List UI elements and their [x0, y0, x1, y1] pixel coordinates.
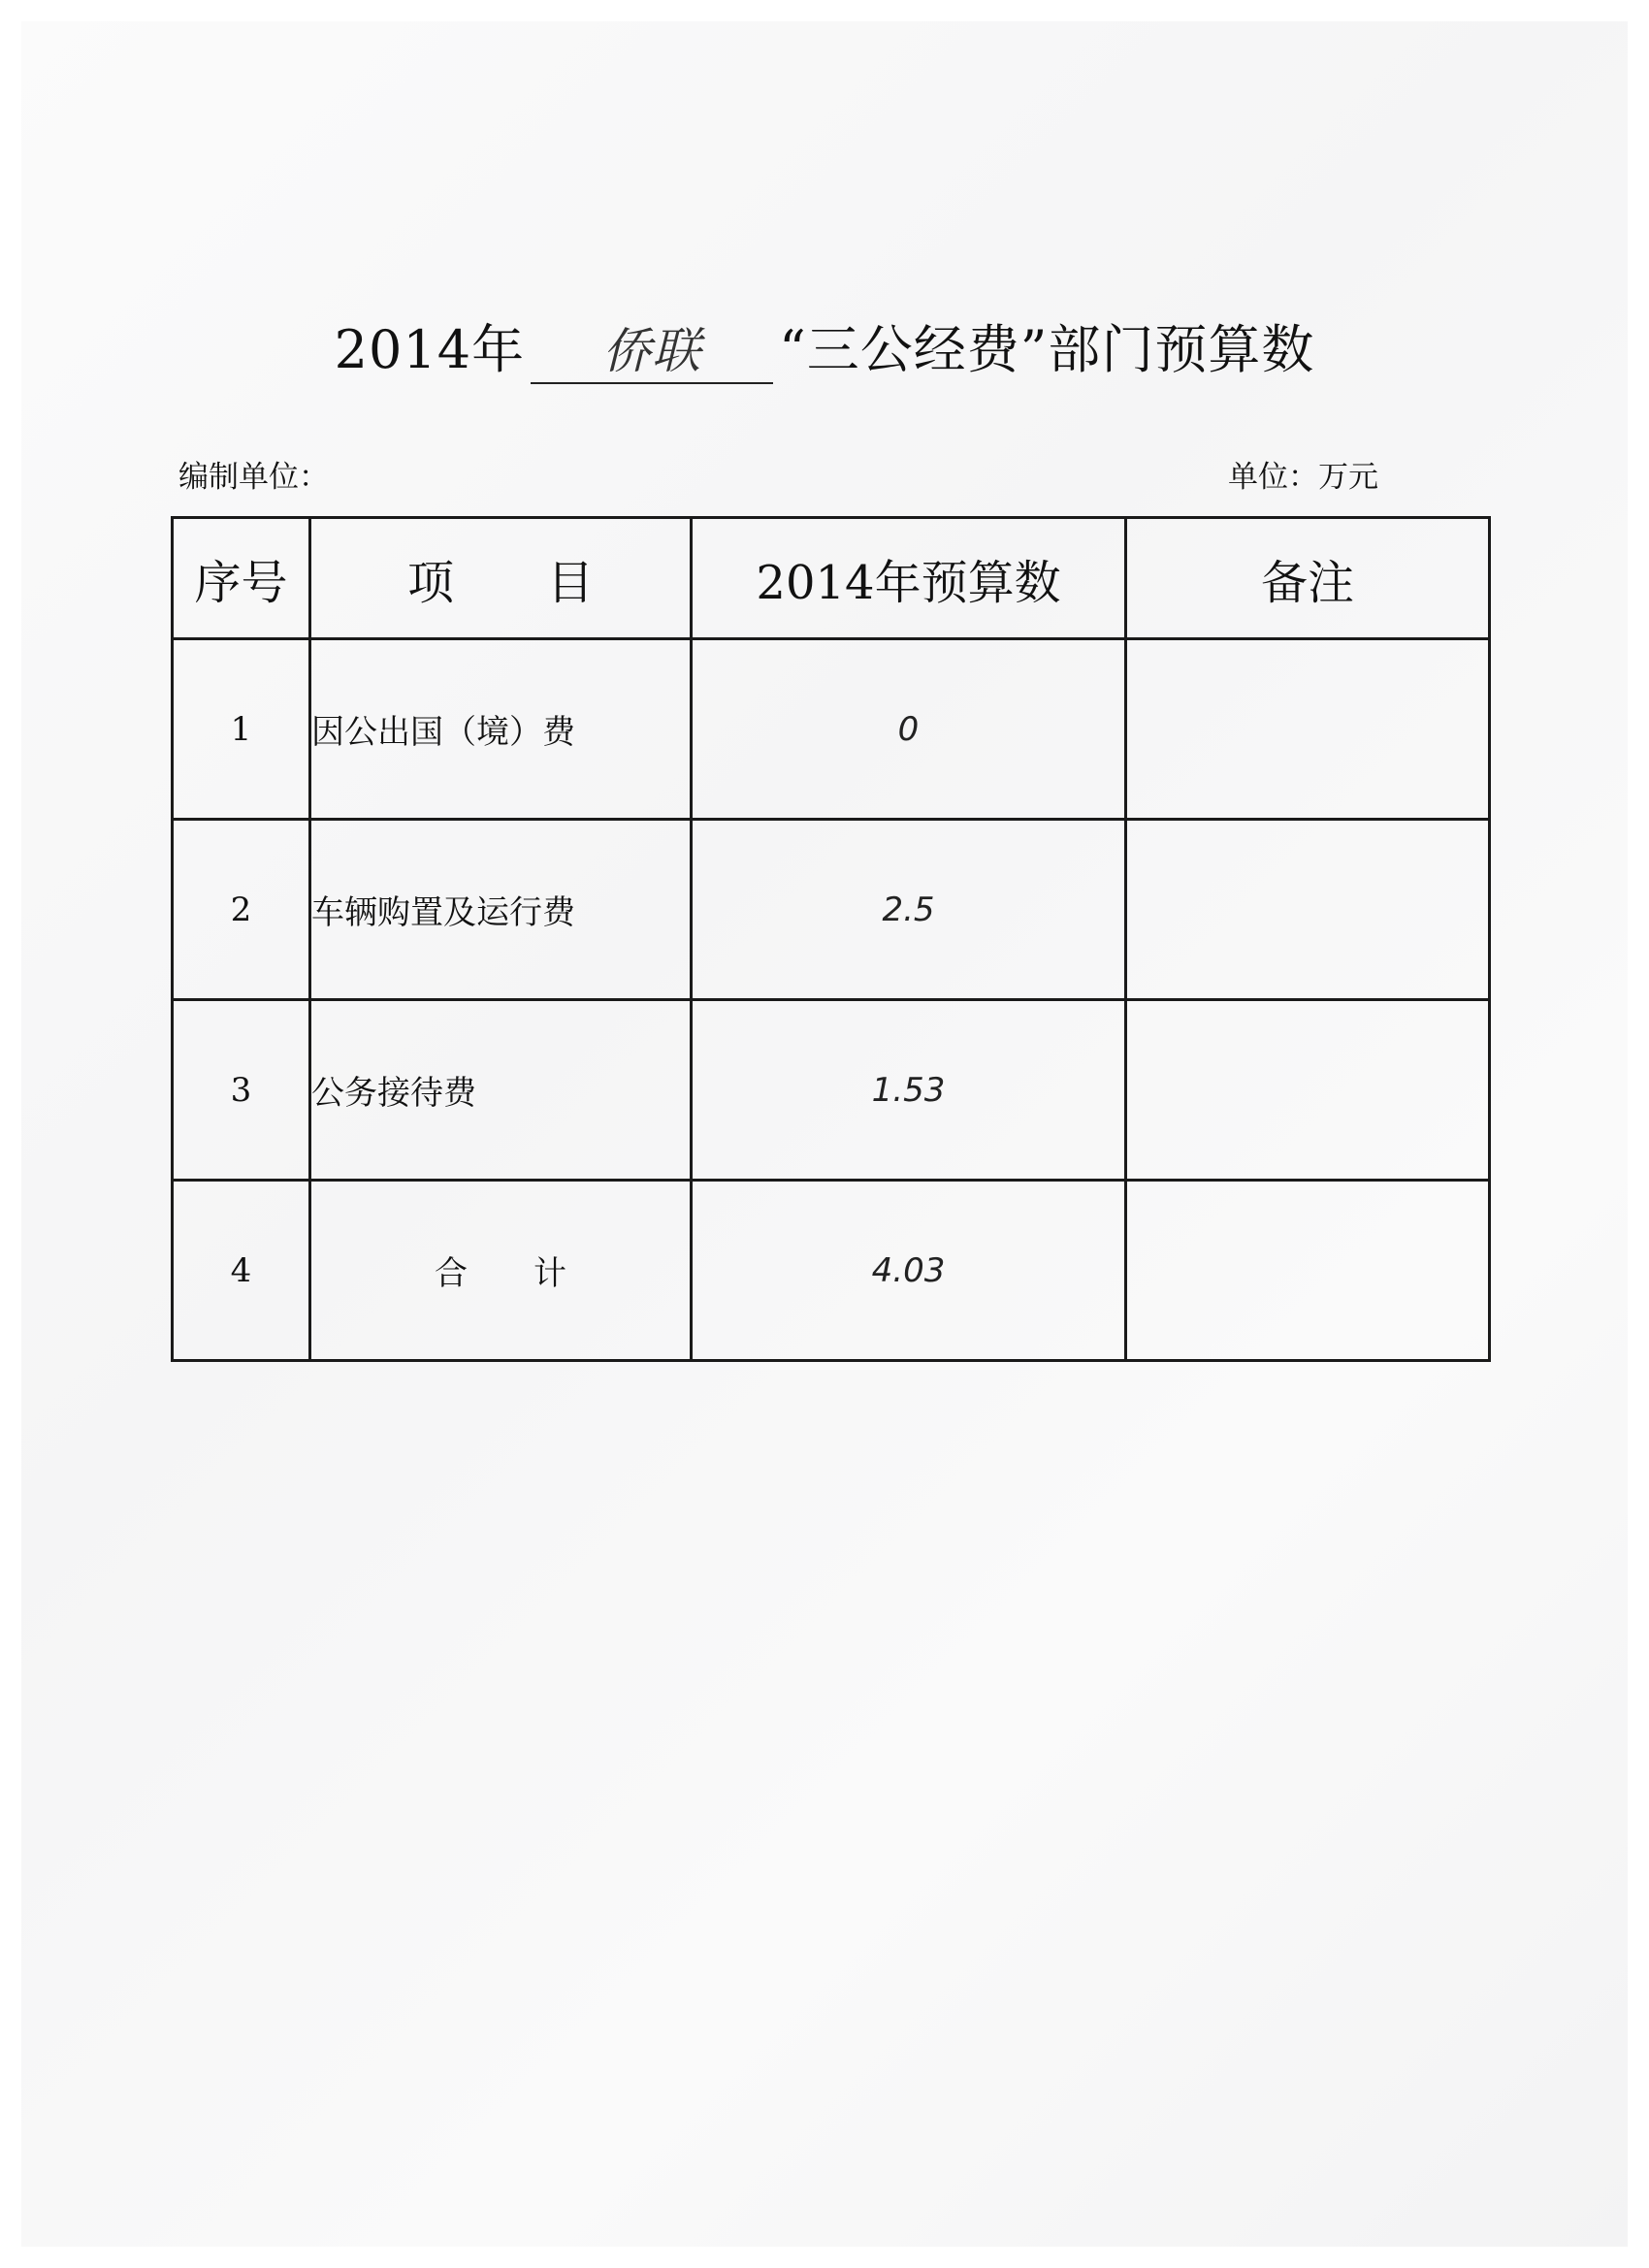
row-item: 公务接待费 [310, 1000, 692, 1181]
row-seq: 1 [173, 639, 310, 820]
title-year: 2014年 [334, 319, 526, 380]
row-item-total: 合 计 [310, 1181, 692, 1361]
header-note: 备注 [1126, 518, 1490, 639]
row-amount-handwritten: 4.03 [692, 1181, 1126, 1361]
row-note [1126, 820, 1490, 1000]
budget-table [171, 516, 1491, 1362]
title-suffix: “三公经费”部门预算数 [779, 319, 1315, 380]
header-seq: 序号 [173, 518, 310, 639]
unit-label: 单位：万元 [1228, 460, 1378, 495]
row-seq: 3 [173, 1000, 310, 1181]
table-row [173, 1000, 1490, 1181]
row-note [1126, 639, 1490, 820]
header-amount: 2014年预算数 [692, 518, 1126, 639]
table-row [173, 639, 1490, 820]
row-amount-handwritten: 1.53 [692, 1000, 1126, 1181]
table-row [173, 820, 1490, 1000]
row-amount-handwritten: 0 [692, 639, 1126, 820]
row-note [1126, 1181, 1490, 1361]
table-header-row [173, 518, 1490, 639]
row-seq: 2 [173, 820, 310, 1000]
row-seq: 4 [173, 1181, 310, 1361]
document-title [0, 308, 1649, 384]
row-item: 车辆购置及运行费 [310, 820, 692, 1000]
header-item: 项 目 [310, 518, 692, 639]
compiler-label: 编制单位： [178, 460, 329, 495]
row-note [1126, 1000, 1490, 1181]
table-row-total [173, 1181, 1490, 1361]
row-amount-handwritten: 2.5 [692, 820, 1126, 1000]
row-item: 因公出国（境）费 [310, 639, 692, 820]
title-unit-name-handwritten: 侨联 [531, 320, 773, 384]
